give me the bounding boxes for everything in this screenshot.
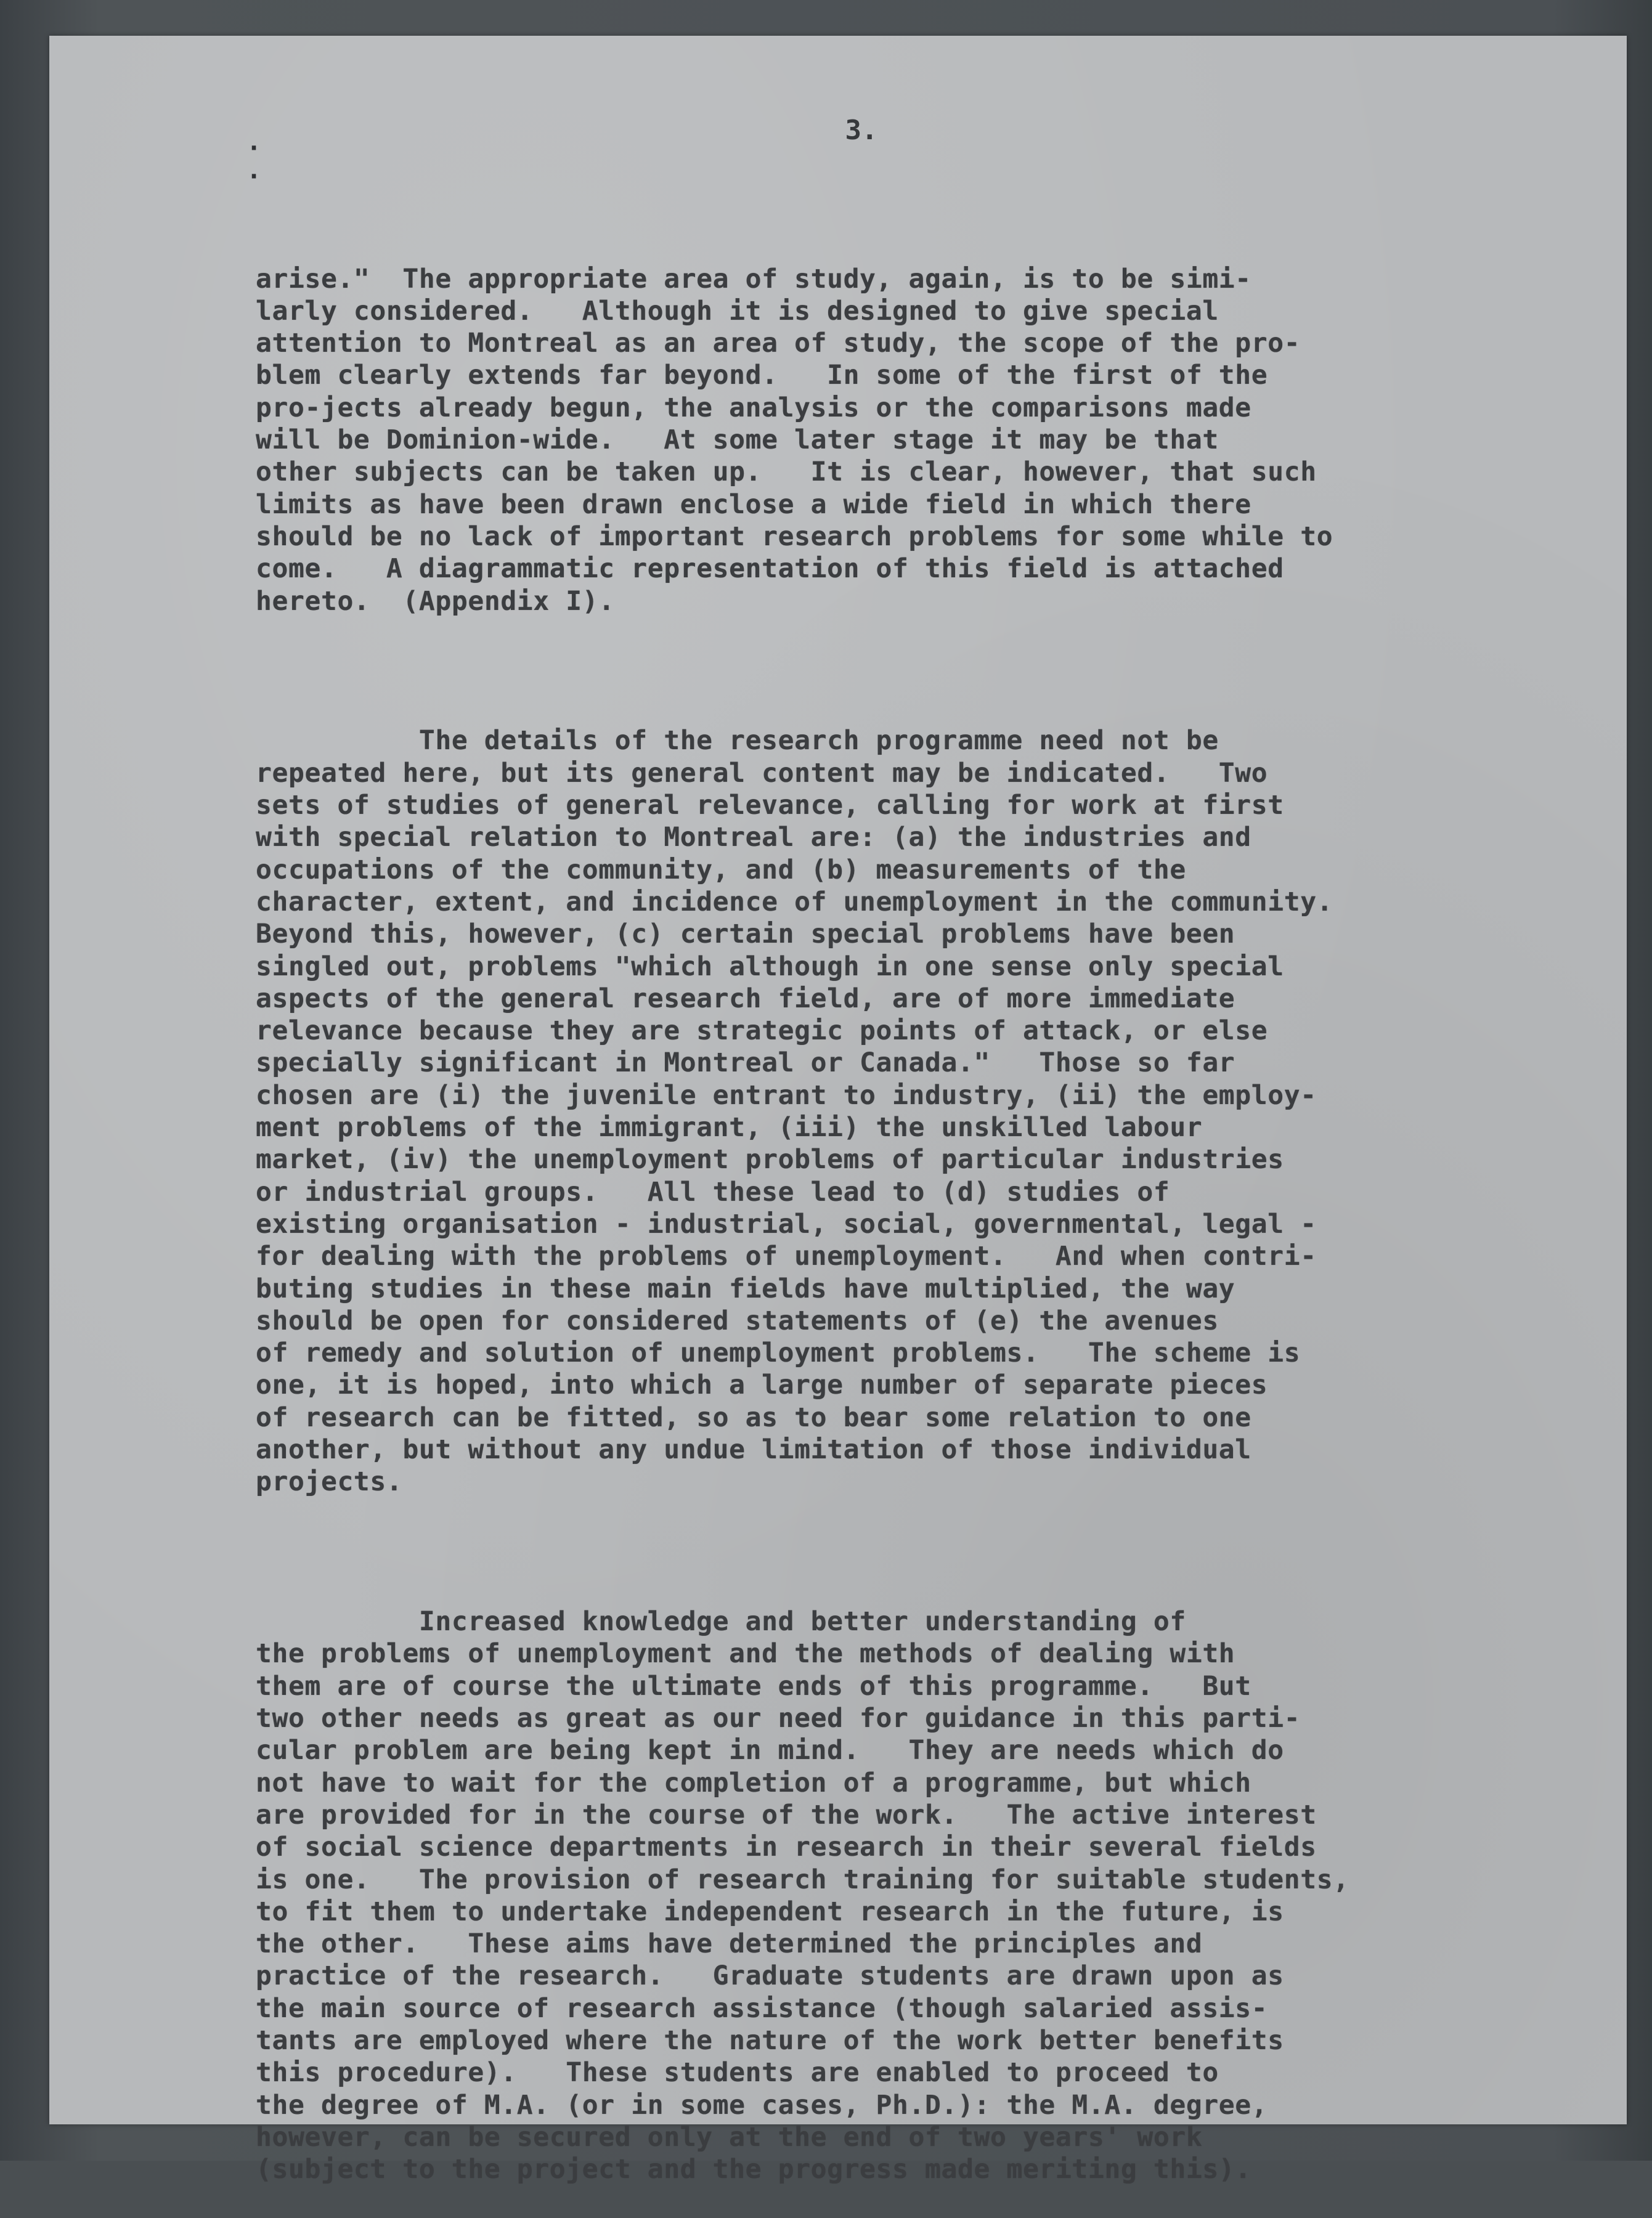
text-line: repeated here, but its general content may be indicated. Two — [256, 757, 1268, 789]
text-line: relevance because they are strategic points of attack, or else — [256, 1015, 1268, 1047]
text-line: The details of the research programme need not be — [256, 725, 1219, 757]
text-line: attention to Montreal as an area of study, the scope of the pro- — [256, 328, 1301, 359]
text-line: is one. The provision of research training for suitable students, — [256, 1864, 1349, 1895]
text-line: of research can be fitted, so as to bear some relation to one — [256, 1402, 1251, 1433]
text-line: arise." The appropriate area of study, again, is to be simi- — [256, 263, 1251, 295]
text-line: however, can be secured only at the end of two years' work — [256, 2121, 1203, 2153]
text-line: pro-jects already begun, the analysis or the comparisons made — [256, 392, 1251, 423]
text-line: occupations of the community, and (b) measurements of the — [256, 854, 1186, 885]
text-line: blem clearly extends far beyond. In some of the first of the — [256, 360, 1268, 391]
text-line: ment problems of the immigrant, (iii) the unskilled labour — [256, 1112, 1203, 1144]
text-line: other subjects can be taken up. It is clear, however, that such — [256, 457, 1317, 488]
text-line: Increased knowledge and better understanding of — [256, 1606, 1186, 1638]
text-line: singled out, problems "which although in one sense only special — [256, 951, 1284, 982]
text-line: specially significant in Montreal or Canada." Those so far — [256, 1047, 1235, 1079]
text-line: the problems of unemployment and the methods of dealing with — [256, 1638, 1235, 1670]
text-line: of social science departments in research in their several fields — [256, 1832, 1317, 1863]
text-line: larly considered. Although it is designed to give special — [256, 295, 1219, 327]
text-line: with special relation to Montreal are: (a) the industries and — [256, 822, 1251, 853]
text-line: existing organisation - industrial, social, governmental, legal - — [256, 1208, 1317, 1240]
text-line: should be open for considered statements of (e) the avenues — [256, 1305, 1219, 1336]
text-line: of remedy and solution of unemployment problems. The scheme is — [256, 1338, 1301, 1369]
text-line: will be Dominion-wide. At some later stage it may be that — [256, 425, 1219, 456]
text-line: projects. — [256, 1466, 403, 1498]
text-line: aspects of the general research field, are of more immediate — [256, 983, 1235, 1014]
text-line: another, but without any undue limitation of those individual — [256, 1434, 1251, 1465]
text-line: or industrial groups. All these lead to (d) studies of — [256, 1176, 1170, 1208]
text-line: limits as have been drawn enclose a wide field in which there — [256, 489, 1251, 520]
text-line: the main source of research assistance (though salaried assis- — [256, 1993, 1268, 2024]
text-line: Beyond this, however, (c) certain special problems have been — [256, 919, 1235, 950]
text-line: hereto. (Appendix I). — [256, 585, 615, 617]
paragraph-programme — [256, 725, 1562, 1498]
text-line: market, (iv) the unemployment problems of particular industries — [256, 1144, 1284, 1176]
paragraph-scope — [256, 263, 1562, 617]
text-line: the other. These aims have determined the principles and — [256, 1928, 1203, 1960]
text-line: practice of the research. Graduate students are drawn upon as — [256, 1960, 1284, 1992]
text-line: this procedure). These students are enabled to proceed to — [256, 2057, 1219, 2089]
document-body — [256, 198, 1562, 2218]
paper-marks: · · — [246, 134, 262, 191]
text-line: sets of studies of general relevance, calling for work at first — [256, 790, 1284, 821]
text-line: for dealing with the problems of unemployment. And when contri- — [256, 1241, 1317, 1272]
text-line: should be no lack of important research problems for some while to — [256, 521, 1333, 552]
text-line: come. A diagrammatic representation of this field is attached — [256, 553, 1284, 585]
text-line: character, extent, and incidence of unemployment in the community. — [256, 886, 1333, 917]
page-number: 3. — [845, 115, 878, 146]
text-line: cular problem are being kept in mind. They are needs which do — [256, 1735, 1284, 1766]
paragraph-aims — [256, 1606, 1562, 2185]
text-line: buting studies in these main fields have multiplied, the way — [256, 1273, 1235, 1304]
text-line: the degree of M.A. (or in some cases, Ph.D.): the M.A. degree, — [256, 2089, 1268, 2121]
text-line: two other needs as great as our need for guidance in this parti- — [256, 1703, 1301, 1734]
text-line: them are of course the ultimate ends of this programme. But — [256, 1670, 1251, 1702]
text-line: one, it is hoped, into which a large number of separate pieces — [256, 1370, 1268, 1401]
text-line: chosen are (i) the juvenile entrant to industry, (ii) the employ- — [256, 1079, 1317, 1111]
text-line: tants are employed where the nature of the work better benefits — [256, 2025, 1284, 2057]
text-line: (subject to the project and the progress made meriting this). — [256, 2154, 1251, 2185]
text-line: are provided for in the course of the work. The active interest — [256, 1799, 1317, 1830]
text-line: not have to wait for the completion of a programme, but which — [256, 1767, 1251, 1798]
text-line: to fit them to undertake independent research in the future, is — [256, 1896, 1284, 1927]
